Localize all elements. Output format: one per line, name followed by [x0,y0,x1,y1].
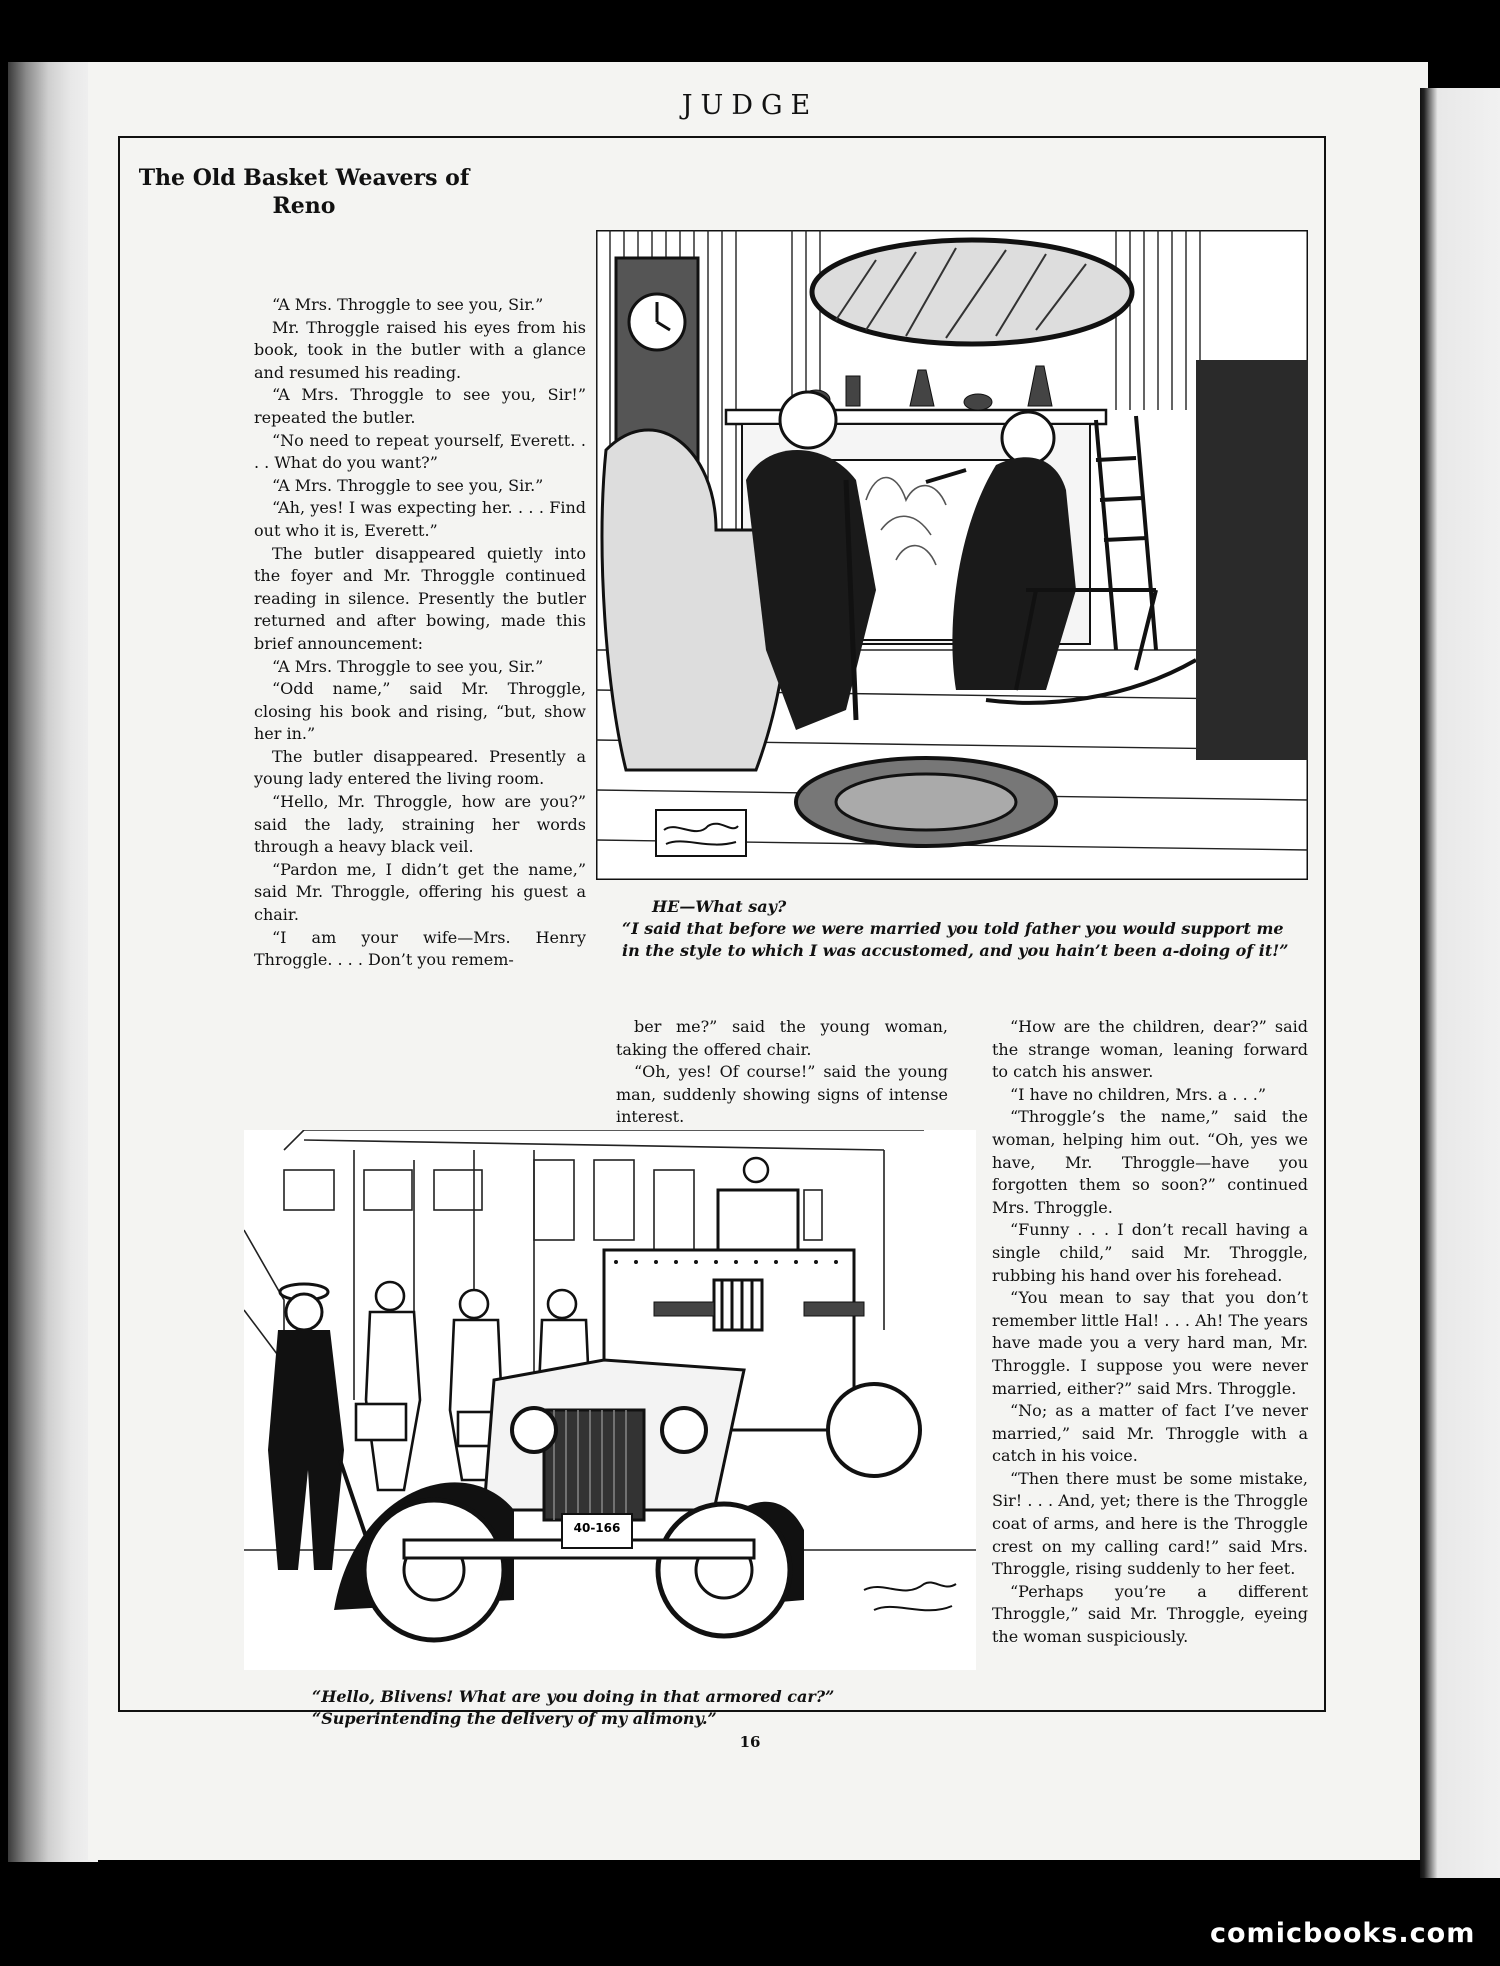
fireside-caption [622,896,1294,962]
armored-car-caption-line2: “Superintending the delivery of my alimony.” [312,1709,717,1728]
paragraph: “I am your wife—Mrs. Henry Throggle. . . . Don’t you remem- [254,927,586,970]
paragraph: “Pardon me, I didn’t get the name,” said Mr. Throggle, offering his guest a chair. [254,859,586,925]
paragraph: “A Mrs. Throggle to see you, Sir.” [272,475,544,495]
paragraph: “Ah, yes! I was expecting her. . . . Find out who it is, Everett.” [254,498,586,540]
facing-page-edge [1420,88,1500,1878]
page-number: 16 [739,1733,761,1751]
paragraph: “No; as a matter of fact I’ve never married,” said Mr. Throggle with a catch in his voice. [992,1401,1308,1466]
magazine-title: JUDGE [681,90,819,121]
text-column-3 [992,1016,1308,1649]
license-plate: 40-166 [573,1521,621,1535]
watermark: comicbooks.com [1210,1918,1476,1949]
fireside-caption-line2: “I said that before we were married you told father you would support me in the style to which I was accustomed, and you hain’t been a-doing of it!” [622,919,1289,960]
paragraph: The butler disappeared quietly into the foyer and Mr. Throggle continued reading in silence. Presently the butler returned and after bowing, made this brief announcement: [254,543,586,653]
armored-car-caption [312,1686,972,1730]
paragraph: “Throggle’s the name,” said the woman, helping him out. “Oh, yes we have, Mr. Throggle—have you forgotten them so soon?” continued Mrs. Throggle. [992,1107,1308,1217]
paragraph: Mr. Throggle raised his eyes from his book, took in the butler with a glance and resumed his reading. [254,317,586,382]
paragraph: “Oh, yes! Of course!” said the young man, suddenly showing signs of intense interest. [616,1062,948,1127]
paragraph: “Perhaps you’re a different Throggle,” said Mr. Throggle, eyeing the woman suspiciously. [992,1581,1308,1647]
paragraph: “You mean to say that you don’t remember little Hal! . . . Ah! The years have made you a very hard man, Mr. Throggle. I suppose you were never married, either?” said Mrs. Throggle. [992,1288,1308,1398]
paragraph: “No need to repeat yourself, Everett. . . . What do you want?” [254,430,586,473]
paragraph: The butler disappeared. Presently a young lady entered the living room. [254,746,586,789]
paragraph: “Then there must be some mistake, Sir! . . . And, yet; there is the Throggle coat of arms, and here is the Throggle crest on my calling card!” said Mrs. Throggle, rising suddenly to her feet. [992,1468,1308,1579]
paragraph: “I have no children, Mrs. a . . .” [1010,1084,1267,1104]
paragraph: ber me?” said the young woman, taking the offered chair. [616,1017,948,1059]
fireside-cartoon [596,230,1308,880]
paragraph: “How are the children, dear?” said the strange woman, leaning forward to catch his answer. [992,1017,1308,1082]
paragraph: “A Mrs. Throggle to see you, Sir.” [272,295,544,314]
fireside-caption-line1: HE—What say? [652,897,787,916]
paragraph: “Odd name,” said Mr. Throggle, closing his book and rising, “but, show her in.” [254,679,586,744]
paragraph: “Funny . . . I don’t recall having a single child,” said Mr. Throggle, rubbing his hand over his forehead. [992,1220,1308,1285]
paragraph: “A Mrs. Throggle to see you, Sir!” repeated the butler. [254,385,586,427]
armored-car-caption-line1: “Hello, Blivens! What are you doing in that armored car?” [312,1687,835,1706]
page-stack-edge [8,62,98,1862]
paragraph: “A Mrs. Throggle to see you, Sir.” [272,656,544,676]
armored-car-cartoon [244,1130,976,1670]
text-column-2 [616,1016,948,1129]
article-title: The Old Basket Weavers of Reno [138,165,470,219]
text-column-1 [254,294,586,972]
paragraph: “Hello, Mr. Throggle, how are you?” said the lady, straining her words through a heavy black veil. [254,792,586,857]
